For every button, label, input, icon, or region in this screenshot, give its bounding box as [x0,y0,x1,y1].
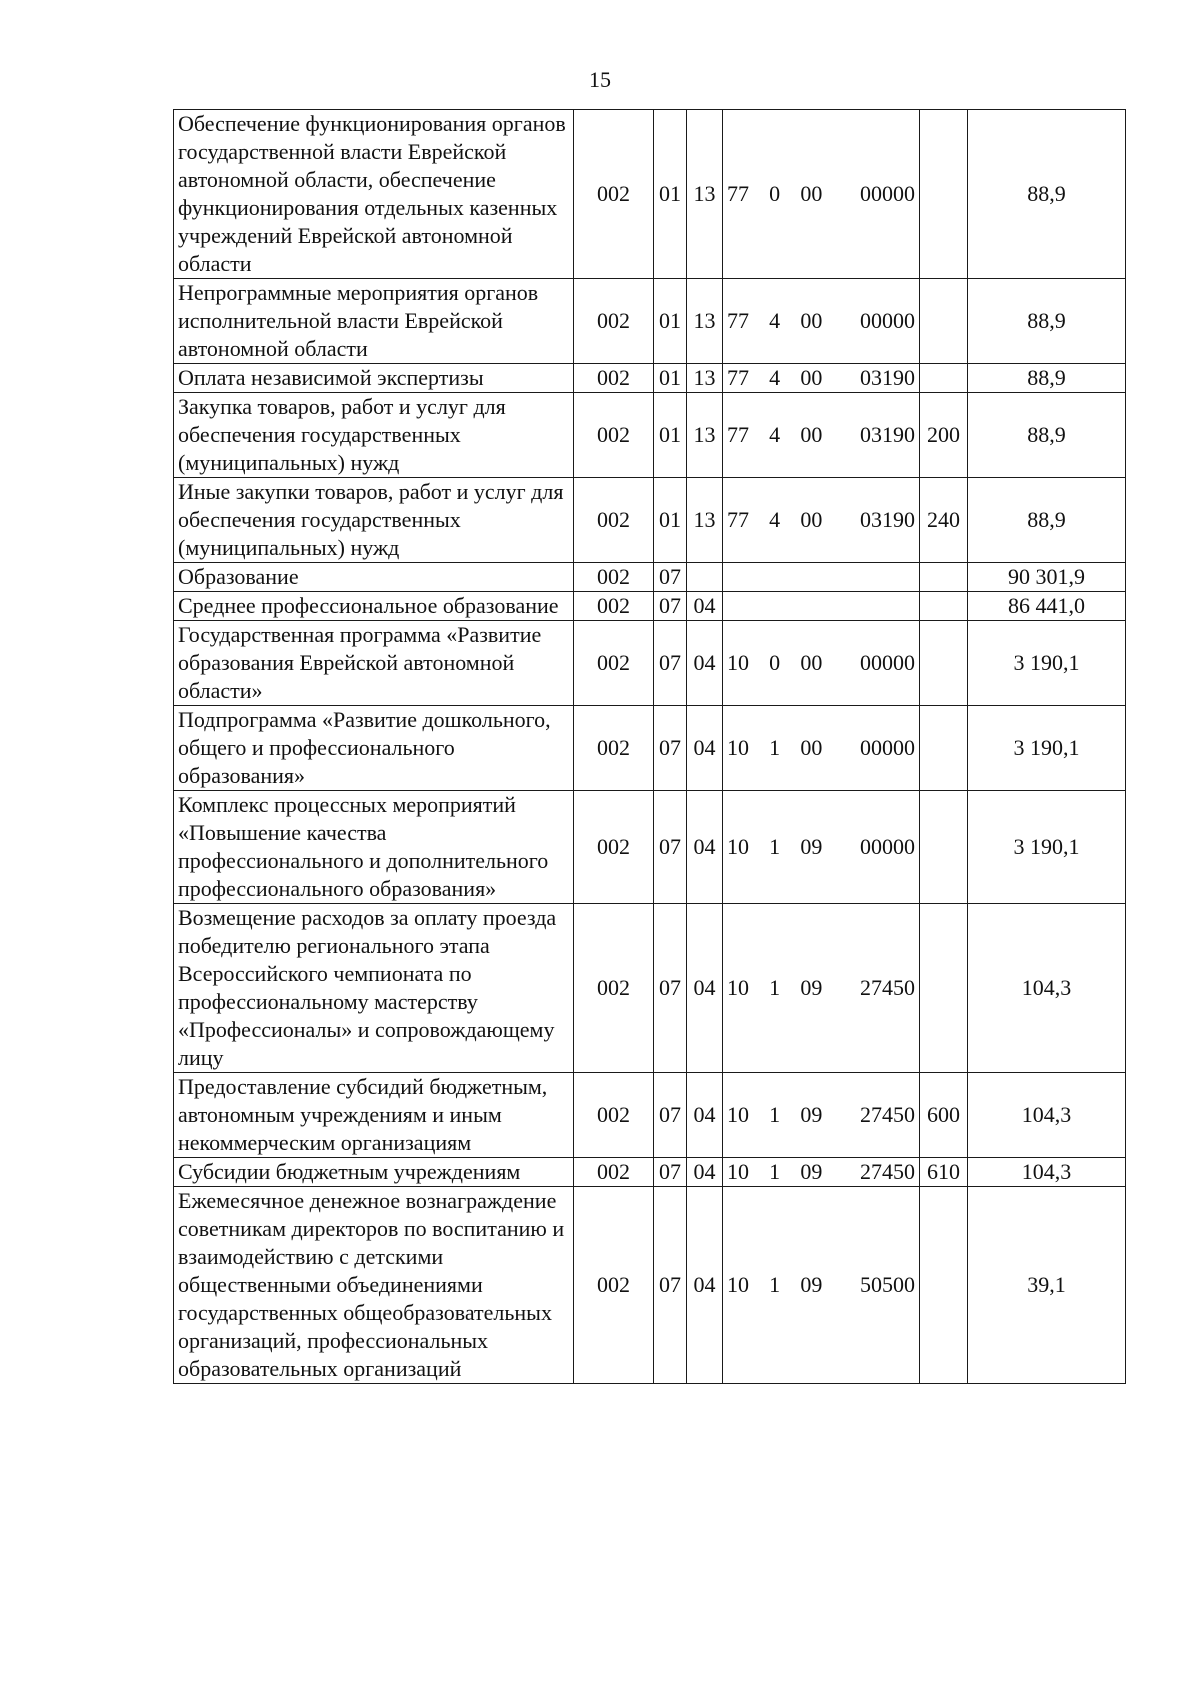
csr-direction: 00000 [859,650,915,675]
row-name: Подпрограмма «Развитие дошкольного, общего и профессионального образования» [174,706,574,791]
row-subsection-code: 04 [687,1187,723,1384]
row-section-code: 01 [654,478,687,563]
csr-program: 10 [727,735,749,760]
row-amount: 90 301,9 [968,563,1126,592]
row-expense-type [920,1187,968,1384]
csr-event: 09 [800,834,823,859]
table-row [174,621,1126,706]
budget-table [173,109,1126,1384]
table-row [174,1158,1126,1187]
row-section-code: 07 [654,1158,687,1187]
csr-event: 00 [800,308,823,333]
row-target-article [723,1187,920,1384]
csr-event: 09 [800,1102,823,1127]
csr-event: 09 [800,975,823,1000]
row-expense-type: 240 [920,478,968,563]
table-body [174,110,1126,1384]
row-ministry-code: 002 [574,279,654,364]
csr-program: 77 [727,422,749,447]
row-section-code: 07 [654,1073,687,1158]
row-section-code: 07 [654,592,687,621]
csr-program: 10 [727,975,749,1000]
row-ministry-code: 002 [574,791,654,904]
csr-subprogram: 0 [769,181,781,206]
row-amount: 3 190,1 [968,621,1126,706]
csr-subprogram: 4 [769,507,781,532]
csr-program: 77 [727,308,749,333]
row-ministry-code: 002 [574,478,654,563]
row-subsection-code: 13 [687,364,723,393]
row-name: Предоставление субсидий бюджетным, автономным учреждениям и иным некоммерческим организациям [174,1073,574,1158]
row-ministry-code: 002 [574,904,654,1073]
row-amount: 86 441,0 [968,592,1126,621]
row-amount: 88,9 [968,478,1126,563]
row-expense-type: 600 [920,1073,968,1158]
csr-event: 09 [800,1272,823,1297]
csr-direction: 00000 [859,735,915,760]
table-row [174,592,1126,621]
table-row [174,478,1126,563]
table-row [174,706,1126,791]
table-row [174,563,1126,592]
row-target-article [723,279,920,364]
row-section-code: 01 [654,364,687,393]
row-name: Комплекс процессных мероприятий «Повышение качества профессионального и дополнительного профессионального образования» [174,791,574,904]
row-amount: 104,3 [968,1073,1126,1158]
row-ministry-code: 002 [574,563,654,592]
row-ministry-code: 002 [574,621,654,706]
csr-program: 10 [727,1102,749,1127]
row-expense-type [920,563,968,592]
csr-event: 00 [800,650,823,675]
csr-direction: 03190 [859,507,915,532]
row-amount: 3 190,1 [968,706,1126,791]
csr-program: 10 [727,834,749,859]
csr-direction: 50500 [859,1272,915,1297]
row-name: Возмещение расходов за оплату проезда победителю регионального этапа Всероссийского чемпионата по профессиональному мастерству «Профессионалы» и сопровождающему лицу [174,904,574,1073]
csr-program: 77 [727,181,749,206]
table-row [174,1073,1126,1158]
table-row [174,393,1126,478]
csr-subprogram: 0 [769,650,781,675]
csr-direction: 03190 [859,365,915,390]
csr-direction: 27450 [859,1102,915,1127]
row-target-article [723,393,920,478]
csr-event: 09 [800,1159,823,1184]
table-row [174,791,1126,904]
csr-subprogram: 1 [769,1159,781,1184]
csr-direction: 00000 [859,181,915,206]
row-subsection-code: 04 [687,621,723,706]
row-expense-type [920,110,968,279]
csr-subprogram: 1 [769,1272,781,1297]
csr-program: 10 [727,1159,749,1184]
row-name: Иные закупки товаров, работ и услуг для обеспечения государственных (муниципальных) нужд [174,478,574,563]
row-amount: 88,9 [968,110,1126,279]
row-name: Ежемесячное денежное вознаграждение советникам директоров по воспитанию и взаимодействию с детскими общественными объединениями государственных общеобразовательных организаций, профессиональных образовательных организаций [174,1187,574,1384]
csr-program: 10 [727,650,749,675]
row-ministry-code: 002 [574,1158,654,1187]
row-subsection-code [687,563,723,592]
row-expense-type [920,904,968,1073]
row-ministry-code: 002 [574,706,654,791]
row-expense-type [920,592,968,621]
row-expense-type [920,279,968,364]
row-subsection-code: 13 [687,478,723,563]
csr-program: 77 [727,507,749,532]
row-subsection-code: 04 [687,1073,723,1158]
row-subsection-code: 04 [687,706,723,791]
table-row [174,279,1126,364]
page-number: 15 [589,67,611,92]
csr-subprogram: 1 [769,834,781,859]
row-ministry-code: 002 [574,393,654,478]
row-target-article [723,904,920,1073]
row-section-code: 07 [654,706,687,791]
row-subsection-code: 04 [687,904,723,1073]
row-target-article [723,791,920,904]
row-expense-type [920,364,968,393]
row-subsection-code: 13 [687,393,723,478]
csr-event: 00 [800,422,823,447]
row-amount: 104,3 [968,1158,1126,1187]
row-target-article [723,621,920,706]
row-section-code: 01 [654,279,687,364]
row-expense-type [920,621,968,706]
row-section-code: 01 [654,393,687,478]
row-ministry-code: 002 [574,1187,654,1384]
table-row [174,1187,1126,1384]
row-target-article [723,364,920,393]
row-ministry-code: 002 [574,110,654,279]
row-expense-type [920,706,968,791]
row-subsection-code: 04 [687,791,723,904]
table-row [174,904,1126,1073]
row-name: Субсидии бюджетным учреждениям [174,1158,574,1187]
csr-direction: 00000 [859,308,915,333]
row-target-article [723,1073,920,1158]
row-name: Государственная программа «Развитие образования Еврейской автономной области» [174,621,574,706]
csr-subprogram: 4 [769,422,781,447]
row-name: Обеспечение функционирования органов государственной власти Еврейской автономной области, обеспечение функционирования отдельных казенных учреждений Еврейской автономной области [174,110,574,279]
row-target-article [723,592,920,621]
row-amount: 88,9 [968,364,1126,393]
row-amount: 39,1 [968,1187,1126,1384]
row-section-code: 07 [654,621,687,706]
row-target-article [723,1158,920,1187]
csr-direction: 27450 [859,1159,915,1184]
row-subsection-code: 13 [687,279,723,364]
row-section-code: 01 [654,110,687,279]
csr-subprogram: 4 [769,365,781,390]
table-row [174,110,1126,279]
row-target-article [723,478,920,563]
csr-subprogram: 1 [769,735,781,760]
csr-program: 10 [727,1272,749,1297]
row-section-code: 07 [654,1187,687,1384]
row-target-article [723,563,920,592]
csr-event: 00 [800,365,823,390]
row-amount: 3 190,1 [968,791,1126,904]
csr-event: 00 [800,507,823,532]
csr-event: 00 [800,735,823,760]
row-expense-type [920,791,968,904]
row-ministry-code: 002 [574,1073,654,1158]
row-ministry-code: 002 [574,592,654,621]
row-section-code: 07 [654,791,687,904]
row-name: Непрограммные мероприятия органов исполнительной власти Еврейской автономной области [174,279,574,364]
csr-subprogram: 1 [769,1102,781,1127]
row-amount: 88,9 [968,279,1126,364]
row-name: Закупка товаров, работ и услуг для обеспечения государственных (муниципальных) нужд [174,393,574,478]
row-subsection-code: 04 [687,1158,723,1187]
row-expense-type: 610 [920,1158,968,1187]
row-target-article [723,110,920,279]
csr-direction: 27450 [859,975,915,1000]
row-expense-type: 200 [920,393,968,478]
row-amount: 104,3 [968,904,1126,1073]
row-name: Образование [174,563,574,592]
csr-subprogram: 4 [769,308,781,333]
row-name: Среднее профессиональное образование [174,592,574,621]
row-subsection-code: 13 [687,110,723,279]
csr-direction: 00000 [859,834,915,859]
row-name: Оплата независимой экспертизы [174,364,574,393]
row-subsection-code: 04 [687,592,723,621]
table-row [174,364,1126,393]
csr-event: 00 [800,181,823,206]
row-section-code: 07 [654,904,687,1073]
csr-subprogram: 1 [769,975,781,1000]
row-amount: 88,9 [968,393,1126,478]
row-ministry-code: 002 [574,364,654,393]
csr-program: 77 [727,365,749,390]
row-section-code: 07 [654,563,687,592]
row-target-article [723,706,920,791]
csr-direction: 03190 [859,422,915,447]
